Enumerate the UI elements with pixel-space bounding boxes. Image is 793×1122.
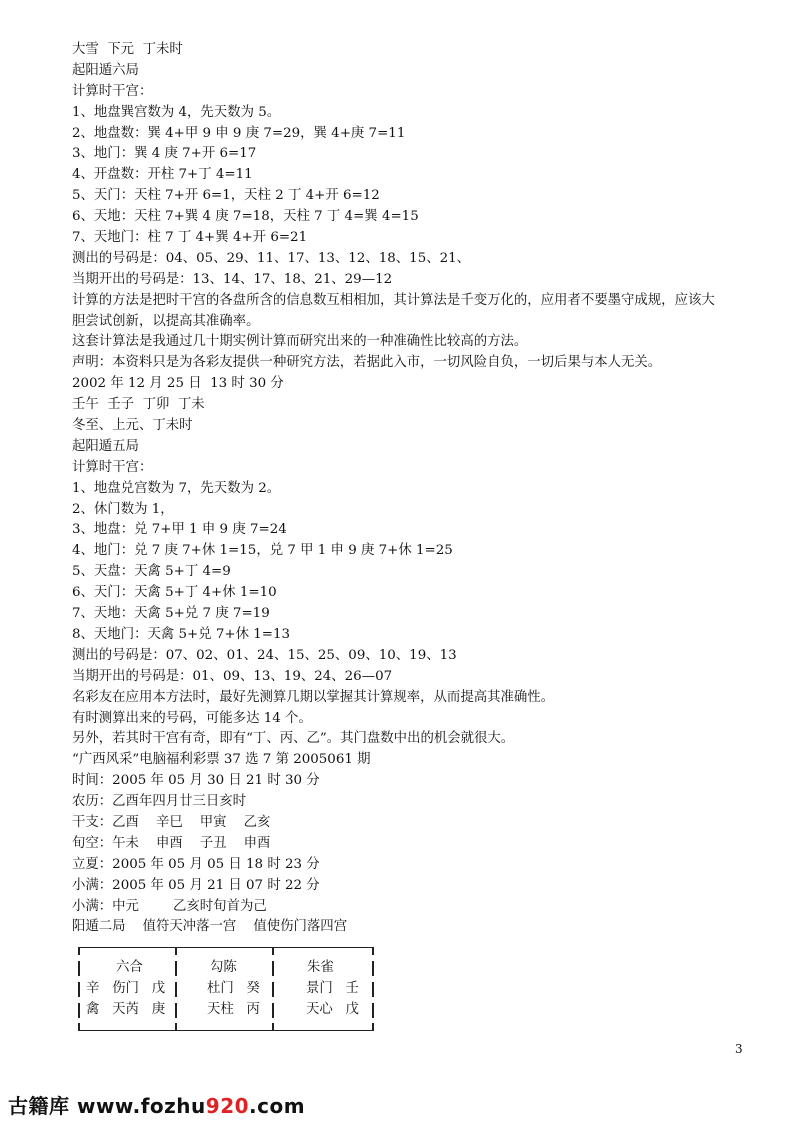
text-line: 测出的号码是：04、05、29、11、17、13、12、18、15、21、 — [72, 250, 471, 266]
text-line: 冬至、上元、丁未时 — [72, 418, 193, 434]
text-line: 声明：本资料只是为各彩友提供一种研究方法，若据此入市，一切风险自负，一切后果与本人无关。 — [72, 355, 662, 371]
text-line: 有时测算出来的号码，可能多达 14 个。 — [72, 710, 312, 726]
text-line: “广西风采”电脑福利彩票 37 选 7 第 2005061 期 — [72, 752, 371, 768]
text-line: 计算的方法是把时干宫的各盘所含的信息数互相相加，其计算法是千变万化的，应用者不要墨守成规，应该大 — [72, 292, 715, 308]
text-line: 2、地盘数：巽 4+甲 9 申 9 庚 7=29，巽 4+庚 7=11 — [72, 125, 406, 141]
text-line: 8、天地门：天禽 5+兑 7+休 1=13 — [72, 626, 291, 642]
text-line: 小满：中元 乙亥时旬首为己 — [72, 898, 267, 914]
grid-tick — [78, 947, 80, 955]
text-line: 5、天门：天柱 7+开 6=1，天柱 2 丁 4+开 6=12 — [72, 188, 380, 204]
text-line: 时间：2005 年 05 月 30 日 21 时 30 分 — [72, 773, 320, 789]
grid-tick — [272, 1023, 274, 1031]
grid-cell: 勾陈 — [210, 960, 237, 975]
text-line: 1、地盘兑宫数为 7，先天数为 2。 — [72, 480, 281, 496]
footer-url-accent: 920 — [205, 1094, 250, 1118]
grid-cell: 景门 壬 — [306, 981, 359, 996]
grid-cell: 天心 戊 — [306, 1002, 359, 1017]
text-line: 小满：2005 年 05 月 21 日 07 时 22 分 — [72, 877, 320, 893]
text-line: 7、天地：天禽 5+兑 7 庚 7=19 — [72, 606, 270, 622]
text-line: 阳遁二局 值符天冲落一宫 值使伤门落四宫 — [72, 919, 348, 935]
grid-cell: 禽 天芮 庚 — [86, 1002, 166, 1017]
text-line: 大雪 下元 丁未时 — [72, 42, 183, 57]
text-line: 1、地盘巽宫数为 4，先天数为 5。 — [72, 104, 281, 120]
footer-watermark[interactable] — [8, 1090, 305, 1119]
text-line: 旬空：午未 申酉 子丑 申酉 — [72, 835, 271, 851]
grid-tick — [372, 1023, 374, 1031]
grid-divider — [272, 1003, 274, 1018]
text-line: 名彩友在应用本方法时，最好先测算几期以掌握其计算规率，从而提高其准确性。 — [72, 689, 555, 705]
grid-tick — [372, 947, 374, 955]
text-line: 计算时干宫： — [72, 459, 153, 475]
text-line: 当期开出的号码是：13、14、17、18、21、29—12 — [72, 271, 393, 287]
grid-divider — [175, 982, 177, 997]
grid-divider — [175, 1003, 177, 1018]
text-line: 6、天门：天禽 5+丁 4+休 1=10 — [72, 585, 277, 601]
page-number: 3 — [735, 1042, 743, 1056]
grid-divider — [78, 982, 80, 997]
grid-divider — [372, 982, 374, 997]
grid-divider — [272, 982, 274, 997]
grid-cell: 六合 — [116, 960, 143, 975]
text-line: 4、地门：兑 7 庚 7+休 1=15，兑 7 甲 1 申 9 庚 7+休 1=25 — [72, 543, 453, 559]
text-line: 3、地门：巽 4 庚 7+开 6=17 — [72, 146, 257, 162]
grid-divider — [372, 961, 374, 976]
text-line: 当期开出的号码是：01、09、13、19、24、26—07 — [72, 668, 393, 684]
text-line: 干支：乙酉 辛巳 甲寅 乙亥 — [72, 814, 271, 830]
grid-tick — [175, 1023, 177, 1031]
grid-tick — [78, 1023, 80, 1031]
text-line: 4、开盘数：开柱 7+丁 4=11 — [72, 167, 253, 183]
grid-cell: 朱雀 — [307, 960, 334, 975]
text-line: 另外，若其时干宫有奇，即有“丁、丙、乙”。其门盘数中出的机会就很大。 — [72, 731, 515, 747]
text-line: 5、天盘：天禽 5+丁 4=9 — [72, 564, 231, 580]
grid-divider — [175, 961, 177, 976]
grid-divider — [78, 961, 80, 976]
grid-tick — [175, 947, 177, 955]
text-line: 农历：乙酉年四月廿三日亥时 — [72, 794, 247, 810]
footer-brand: 古籍库 — [8, 1094, 70, 1118]
grid-cell: 辛 伤门 戊 — [86, 981, 166, 996]
footer-url-prefix: www.fozhu — [76, 1094, 206, 1118]
qimen-grid — [74, 943, 379, 1035]
grid-divider — [372, 1003, 374, 1018]
grid-cell: 天柱 丙 — [207, 1002, 260, 1017]
text-line: 起阳遁五局 — [72, 438, 139, 454]
grid-divider — [272, 961, 274, 976]
text-line: 这套计算法是我通过几十期实例计算而研究出来的一种准确性比较高的方法。 — [72, 334, 528, 350]
text-line: 壬午 壬子 丁卯 丁未 — [72, 397, 205, 413]
text-line: 2、休门数为 1， — [72, 501, 174, 517]
grid-divider — [78, 1003, 80, 1018]
text-line: 立夏：2005 年 05 月 05 日 18 时 23 分 — [72, 856, 320, 872]
text-line: 胆尝试创新，以提高其准确率。 — [72, 313, 260, 329]
document-body — [72, 40, 752, 938]
grid-top-border — [78, 947, 374, 948]
text-line: 3、地盘：兑 7+甲 1 申 9 庚 7=24 — [72, 522, 287, 538]
text-line: 7、天地门：柱 7 丁 4+巽 4+开 6=21 — [72, 230, 308, 246]
grid-tick — [272, 947, 274, 955]
grid-cell: 杜门 癸 — [207, 981, 260, 996]
text-line: 测出的号码是：07、02、01、24、15、25、09、10、19、13 — [72, 647, 457, 663]
footer-url-suffix: .com — [249, 1094, 306, 1118]
text-line: 起阳遁六局 — [72, 62, 139, 78]
text-line: 2002 年 12 月 25 日 13 时 30 分 — [72, 376, 284, 392]
text-line: 6、天地：天柱 7+巽 4 庚 7=18，天柱 7 丁 4=巽 4=15 — [72, 209, 419, 225]
grid-bottom-border — [78, 1030, 374, 1031]
text-line: 计算时干宫： — [72, 83, 153, 99]
